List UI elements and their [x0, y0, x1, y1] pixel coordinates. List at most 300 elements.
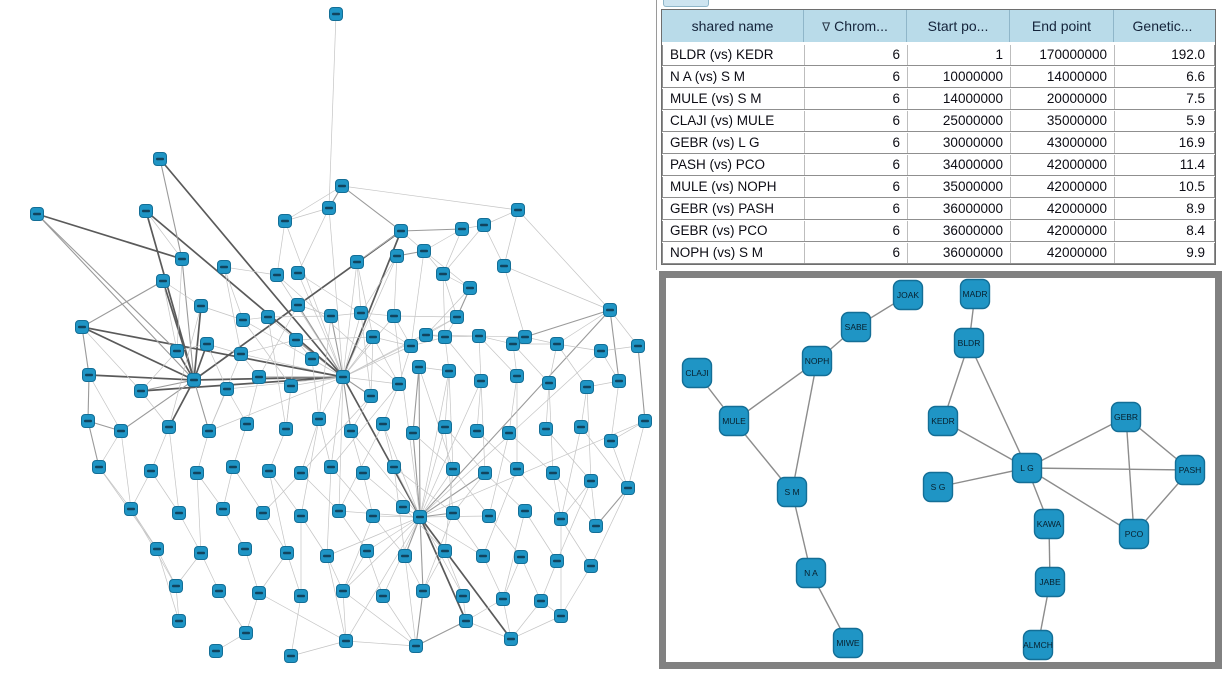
graph-node[interactable] — [321, 550, 334, 563]
table-cell[interactable]: 35000000 — [908, 177, 1011, 197]
graph-node[interactable] — [253, 371, 266, 384]
table-cell[interactable]: 30000000 — [908, 133, 1011, 153]
table-cell[interactable]: 6 — [805, 111, 908, 131]
graph-node[interactable] — [497, 593, 510, 606]
graph-node[interactable] — [253, 587, 266, 600]
graph-node[interactable] — [227, 461, 240, 474]
node-label: GEBR — [1113, 412, 1139, 422]
table-cell[interactable]: 1 — [908, 45, 1011, 65]
graph-node[interactable] — [511, 463, 524, 476]
graph-node[interactable] — [595, 345, 608, 358]
graph-node[interactable] — [195, 547, 208, 560]
graph-node[interactable] — [170, 580, 183, 593]
table-cell[interactable]: 42000000 — [1011, 199, 1115, 219]
graph-edge — [416, 621, 466, 646]
graph-node[interactable] — [407, 427, 420, 440]
graph-node[interactable] — [451, 311, 464, 324]
table-cell[interactable]: MULE (vs) S M — [663, 89, 805, 109]
graph-node[interactable] — [551, 338, 564, 351]
graph-node[interactable] — [82, 415, 95, 428]
graph-node[interactable] — [336, 180, 349, 193]
graph-edge — [587, 387, 591, 481]
graph-edge — [373, 337, 399, 384]
graph-node[interactable] — [393, 378, 406, 391]
graph-edge — [291, 641, 346, 656]
graph-edge — [611, 441, 628, 488]
table-row[interactable] — [662, 199, 1215, 220]
graph-edge — [169, 306, 201, 427]
graph-node[interactable] — [543, 377, 556, 390]
graph-edge — [89, 375, 194, 380]
graph-node[interactable] — [410, 640, 423, 653]
graph-node[interactable] — [473, 330, 486, 343]
table-row[interactable] — [662, 243, 1215, 264]
detail-graph-node-almch[interactable] — [1023, 631, 1053, 660]
node-label: KAWA — [1036, 519, 1062, 529]
graph-node[interactable] — [76, 321, 89, 334]
detail-graph-node-sm[interactable] — [778, 478, 807, 507]
graph-node[interactable] — [388, 461, 401, 474]
column-header-genetic[interactable]: Genetic... — [1132, 18, 1193, 34]
table-cell[interactable]: 170000000 — [1011, 45, 1115, 65]
graph-node[interactable] — [551, 555, 564, 568]
table-cell[interactable]: 20000000 — [1011, 89, 1115, 109]
table-cell[interactable]: 6 — [805, 243, 908, 263]
graph-node[interactable] — [377, 590, 390, 603]
detail-graph-node-pash[interactable] — [1176, 456, 1205, 485]
graph-edge — [509, 376, 517, 433]
table-cell[interactable]: 14000000 — [908, 89, 1011, 109]
graph-node[interactable] — [221, 383, 234, 396]
graph-node[interactable] — [439, 421, 452, 434]
graph-edge — [296, 337, 373, 340]
node-label: S M — [784, 487, 800, 497]
table-tab-fragment[interactable] — [663, 0, 709, 7]
graph-edge — [394, 256, 397, 316]
graph-edge — [291, 596, 301, 656]
detail-graph-node-miwe[interactable] — [834, 629, 863, 658]
detail-graph-edge[interactable] — [1027, 468, 1190, 470]
graph-node[interactable] — [239, 543, 252, 556]
graph-node[interactable] — [361, 545, 374, 558]
graph-node[interactable] — [622, 482, 635, 495]
graph-node[interactable] — [581, 381, 594, 394]
graph-node[interactable] — [613, 375, 626, 388]
node-label: N A — [804, 568, 818, 578]
graph-node[interactable] — [439, 331, 452, 344]
graph-node[interactable] — [519, 505, 532, 518]
graph-edge — [346, 517, 420, 641]
table-row[interactable] — [662, 177, 1215, 198]
detail-graph-edge[interactable] — [792, 361, 817, 492]
node-label: PASH — [1178, 465, 1202, 475]
graph-edge — [160, 159, 343, 377]
graph-node[interactable] — [125, 503, 138, 516]
graph-node[interactable] — [475, 375, 488, 388]
graph-node[interactable] — [547, 467, 560, 480]
graph-node[interactable] — [535, 595, 548, 608]
graph-node[interactable] — [271, 269, 284, 282]
graph-node[interactable] — [604, 304, 617, 317]
detail-graph-node-bldr[interactable] — [955, 329, 984, 358]
table-cell[interactable]: 6 — [805, 199, 908, 219]
detail-graph-node-gebr[interactable] — [1112, 403, 1141, 432]
table-cell[interactable]: 42000000 — [1011, 243, 1115, 263]
graph-node[interactable] — [357, 467, 370, 480]
table-cell[interactable]: 7.5 — [1186, 91, 1205, 106]
graph-node[interactable] — [241, 418, 254, 431]
graph-node[interactable] — [585, 475, 598, 488]
graph-node[interactable] — [395, 225, 408, 238]
node-label: MIWE — [836, 638, 860, 648]
graph-edge — [329, 208, 343, 377]
graph-node[interactable] — [355, 307, 368, 320]
graph-node[interactable] — [337, 585, 350, 598]
graph-node[interactable] — [295, 467, 308, 480]
table-cell[interactable]: 6.6 — [1186, 69, 1205, 84]
graph-edge — [610, 310, 619, 381]
graph-node[interactable] — [555, 513, 568, 526]
graph-node[interactable] — [479, 467, 492, 480]
graph-edge — [449, 371, 453, 469]
table-cell[interactable]: N A (vs) S M — [663, 67, 805, 87]
graph-node[interactable] — [590, 520, 603, 533]
graph-node[interactable] — [477, 550, 490, 563]
detail-network-canvas[interactable] — [666, 278, 1215, 662]
table-cell[interactable]: 42000000 — [1011, 221, 1115, 241]
graph-edge — [357, 262, 373, 337]
graph-node[interactable] — [365, 390, 378, 403]
graph-edge — [268, 316, 331, 317]
table-cell[interactable]: 11.4 — [1179, 157, 1205, 172]
table-cell[interactable]: 6 — [805, 67, 908, 87]
graph-node[interactable] — [290, 334, 303, 347]
node-label: MULE — [722, 416, 746, 426]
graph-node[interactable] — [418, 245, 431, 258]
graph-edge — [561, 519, 591, 566]
graph-edge — [357, 262, 361, 313]
graph-edge — [343, 316, 394, 377]
table-row[interactable] — [662, 45, 1215, 66]
graph-node[interactable] — [457, 590, 470, 603]
graph-node[interactable] — [351, 256, 364, 269]
edge-attribute-table-panel — [656, 0, 1222, 270]
table-row[interactable] — [662, 67, 1215, 88]
table-cell[interactable]: 25000000 — [908, 111, 1011, 131]
graph-node[interactable] — [330, 8, 343, 21]
detail-graph-node-joak[interactable] — [894, 281, 923, 310]
graph-node[interactable] — [511, 370, 524, 383]
graph-edge — [413, 367, 419, 433]
detail-graph-edge[interactable] — [969, 343, 1027, 468]
table-row[interactable] — [662, 221, 1215, 242]
graph-node[interactable] — [237, 314, 250, 327]
table-cell[interactable]: 42000000 — [1011, 155, 1115, 175]
detail-graph-node-madr[interactable] — [961, 280, 990, 309]
graph-node[interactable] — [203, 425, 216, 438]
graph-node[interactable] — [262, 311, 275, 324]
graph-node[interactable] — [367, 510, 380, 523]
node-label: MADR — [962, 289, 988, 299]
graph-edge — [346, 641, 416, 646]
graph-node[interactable] — [447, 507, 460, 520]
graph-edge — [638, 346, 645, 421]
graph-node[interactable] — [420, 329, 433, 342]
graph-node[interactable] — [210, 645, 223, 658]
table-cell[interactable]: BLDR (vs) KEDR — [663, 45, 805, 65]
graph-node[interactable] — [414, 511, 427, 524]
graph-edge — [327, 467, 331, 556]
table-cell[interactable]: GEBR (vs) PCO — [663, 221, 805, 241]
graph-node[interactable] — [397, 501, 410, 514]
graph-node[interactable] — [639, 415, 652, 428]
graph-edge — [319, 316, 331, 419]
graph-node[interactable] — [519, 331, 532, 344]
graph-node[interactable] — [217, 503, 230, 516]
graph-node[interactable] — [279, 215, 292, 228]
table-cell[interactable]: 8.4 — [1186, 223, 1205, 238]
graph-edge — [443, 274, 445, 337]
graph-edge — [224, 267, 243, 320]
graph-node[interactable] — [240, 627, 253, 640]
node-label: SABE — [844, 322, 868, 332]
graph-node[interactable] — [483, 510, 496, 523]
table-cell[interactable]: 6 — [805, 177, 908, 197]
table-row[interactable] — [662, 133, 1215, 154]
graph-node[interactable] — [345, 425, 358, 438]
table-body — [662, 45, 1215, 264]
graph-edge — [561, 566, 591, 616]
table-row[interactable] — [662, 155, 1215, 176]
column-header-chrom[interactable]: ∇ Chrom... — [804, 10, 907, 42]
graph-edge — [504, 210, 518, 266]
graph-node[interactable] — [439, 545, 452, 558]
detail-graph-edge[interactable] — [1126, 417, 1134, 534]
graph-node[interactable] — [377, 418, 390, 431]
table-cell[interactable]: CLAJI (vs) MULE — [663, 111, 805, 131]
detail-graph-node-pco[interactable] — [1120, 520, 1149, 549]
table-row[interactable] — [662, 89, 1215, 110]
graph-node[interactable] — [632, 340, 645, 353]
table-cell[interactable]: 14000000 — [1011, 67, 1115, 87]
graph-node[interactable] — [515, 551, 528, 564]
table-cell[interactable]: 36000000 — [908, 199, 1011, 219]
graph-node[interactable] — [413, 361, 426, 374]
detail-graph-node-mule[interactable] — [720, 407, 749, 436]
graph-node[interactable] — [218, 261, 231, 274]
node-label: CLAJI — [685, 368, 709, 378]
graph-node[interactable] — [173, 507, 186, 520]
node-label: JABE — [1039, 577, 1061, 587]
table-cell[interactable]: MULE (vs) NOPH — [663, 177, 805, 197]
graph-node[interactable] — [135, 385, 148, 398]
table-cell[interactable]: 36000000 — [908, 221, 1011, 241]
graph-edge — [163, 281, 177, 351]
table-header-row — [662, 10, 1215, 44]
graph-node[interactable] — [213, 585, 226, 598]
table-cell[interactable]: GEBR (vs) PASH — [663, 199, 805, 219]
graph-node[interactable] — [195, 300, 208, 313]
table-cell[interactable]: 6 — [805, 221, 908, 241]
graph-node[interactable] — [325, 461, 338, 474]
graph-edge — [518, 210, 610, 310]
graph-node[interactable] — [503, 427, 516, 440]
graph-node[interactable] — [443, 365, 456, 378]
detail-graph-node-noph[interactable] — [803, 347, 832, 376]
graph-node[interactable] — [295, 510, 308, 523]
table-cell[interactable]: 8.9 — [1186, 201, 1205, 216]
graph-node[interactable] — [399, 550, 412, 563]
table-cell[interactable]: 192.0 — [1171, 47, 1205, 62]
graph-node[interactable] — [157, 275, 170, 288]
table-cell[interactable]: 6 — [805, 89, 908, 109]
table-cell[interactable]: 10000000 — [908, 67, 1011, 87]
graph-node[interactable] — [93, 461, 106, 474]
graph-node[interactable] — [145, 465, 158, 478]
graph-node[interactable] — [437, 268, 450, 281]
graph-node[interactable] — [285, 650, 298, 663]
detail-graph-node-na[interactable] — [797, 559, 826, 588]
detail-graph-node-sg[interactable] — [924, 473, 953, 502]
graph-edge — [420, 517, 423, 591]
graph-node[interactable] — [263, 465, 276, 478]
table-cell[interactable]: 6 — [805, 133, 908, 153]
detail-graph-node-kawa[interactable] — [1035, 510, 1064, 539]
graph-node[interactable] — [176, 253, 189, 266]
graph-edge — [416, 591, 423, 646]
detail-graph-node-sabe[interactable] — [842, 313, 871, 342]
graph-edge — [561, 427, 581, 519]
graph-node[interactable] — [447, 463, 460, 476]
graph-node[interactable] — [281, 547, 294, 560]
graph-node[interactable] — [151, 543, 164, 556]
graph-node[interactable] — [257, 507, 270, 520]
graph-edge — [504, 266, 525, 337]
table-cell[interactable]: 16.9 — [1178, 135, 1205, 150]
table-cell[interactable]: 6 — [805, 155, 908, 175]
graph-node[interactable] — [333, 505, 346, 518]
graph-edge — [233, 467, 263, 513]
graph-node[interactable] — [505, 633, 518, 646]
graph-node[interactable] — [323, 202, 336, 215]
graph-edge — [343, 313, 361, 377]
graph-node[interactable] — [292, 267, 305, 280]
graph-node[interactable] — [460, 615, 473, 628]
graph-node[interactable] — [313, 413, 326, 426]
table-cell[interactable]: 42000000 — [1011, 177, 1115, 197]
table-cell[interactable]: 35000000 — [1011, 111, 1115, 131]
graph-node[interactable] — [201, 338, 214, 351]
graph-node[interactable] — [171, 345, 184, 358]
table-cell[interactable]: GEBR (vs) L G — [663, 133, 805, 153]
graph-node[interactable] — [325, 310, 338, 323]
graph-edge — [525, 511, 557, 561]
table-cell[interactable]: PASH (vs) PCO — [663, 155, 805, 175]
graph-node[interactable] — [292, 299, 305, 312]
graph-edge — [197, 473, 201, 553]
detail-graph-node-lg[interactable] — [1013, 454, 1042, 483]
table-cell[interactable]: 5.9 — [1186, 113, 1205, 128]
graph-node[interactable] — [555, 610, 568, 623]
graph-node[interactable] — [405, 340, 418, 353]
graph-node[interactable] — [575, 421, 588, 434]
graph-node[interactable] — [31, 208, 44, 221]
graph-edge — [371, 337, 373, 396]
graph-node[interactable] — [191, 467, 204, 480]
table-cell[interactable]: 6 — [805, 45, 908, 65]
node-label: L G — [1020, 463, 1034, 473]
detail-graph-node-jabe[interactable] — [1036, 568, 1065, 597]
graph-edge — [224, 267, 241, 354]
graph-node[interactable] — [540, 423, 553, 436]
graph-node[interactable] — [340, 635, 353, 648]
graph-node[interactable] — [154, 153, 167, 166]
column-header-startpo[interactable]: Start po... — [907, 10, 1010, 42]
graph-node[interactable] — [115, 425, 128, 438]
table-cell[interactable]: 10.5 — [1178, 179, 1205, 194]
graph-edge — [169, 380, 194, 427]
graph-node[interactable] — [391, 250, 404, 263]
graph-edge — [628, 421, 645, 488]
graph-node[interactable] — [512, 204, 525, 217]
graph-edge — [419, 367, 420, 517]
detail-graph-node-kedr[interactable] — [929, 407, 958, 436]
graph-node[interactable] — [140, 205, 153, 218]
graph-edge — [331, 377, 343, 467]
graph-node[interactable] — [498, 260, 511, 273]
table-row[interactable] — [662, 111, 1215, 132]
column-header-endpoint[interactable]: End point — [1010, 10, 1114, 42]
graph-node[interactable] — [507, 338, 520, 351]
table-cell[interactable]: 34000000 — [908, 155, 1011, 175]
graph-edge — [241, 340, 296, 354]
graph-node[interactable] — [585, 560, 598, 573]
graph-edge — [511, 616, 561, 639]
column-header-sharedname[interactable]: shared name — [662, 10, 804, 42]
detail-graph-node-claji[interactable] — [683, 359, 712, 388]
graph-edge — [504, 266, 610, 310]
table-cell[interactable]: 43000000 — [1011, 133, 1115, 153]
graph-node[interactable] — [235, 348, 248, 361]
graph-node[interactable] — [280, 423, 293, 436]
graph-edge — [339, 377, 343, 511]
table-cell[interactable]: NOPH (vs) S M — [663, 243, 805, 263]
graph-edge — [329, 14, 336, 208]
graph-edge — [82, 281, 163, 327]
graph-node[interactable] — [83, 369, 96, 382]
graph-node[interactable] — [605, 435, 618, 448]
detail-network-panel — [659, 271, 1222, 669]
graph-node[interactable] — [188, 374, 201, 387]
table-cell[interactable]: 9.9 — [1186, 245, 1205, 260]
graph-node[interactable] — [388, 310, 401, 323]
graph-node[interactable] — [306, 353, 319, 366]
graph-node[interactable] — [367, 331, 380, 344]
graph-node[interactable] — [285, 380, 298, 393]
graph-node[interactable] — [417, 585, 430, 598]
graph-edge — [413, 433, 420, 517]
graph-edge — [298, 208, 329, 273]
graph-node[interactable] — [295, 590, 308, 603]
graph-node[interactable] — [464, 282, 477, 295]
graph-node[interactable] — [478, 219, 491, 232]
graph-node[interactable] — [173, 615, 186, 628]
graph-node[interactable] — [471, 425, 484, 438]
graph-node[interactable] — [456, 223, 469, 236]
graph-node[interactable] — [337, 371, 350, 384]
graph-node[interactable] — [163, 421, 176, 434]
table-cell[interactable]: 36000000 — [908, 243, 1011, 263]
